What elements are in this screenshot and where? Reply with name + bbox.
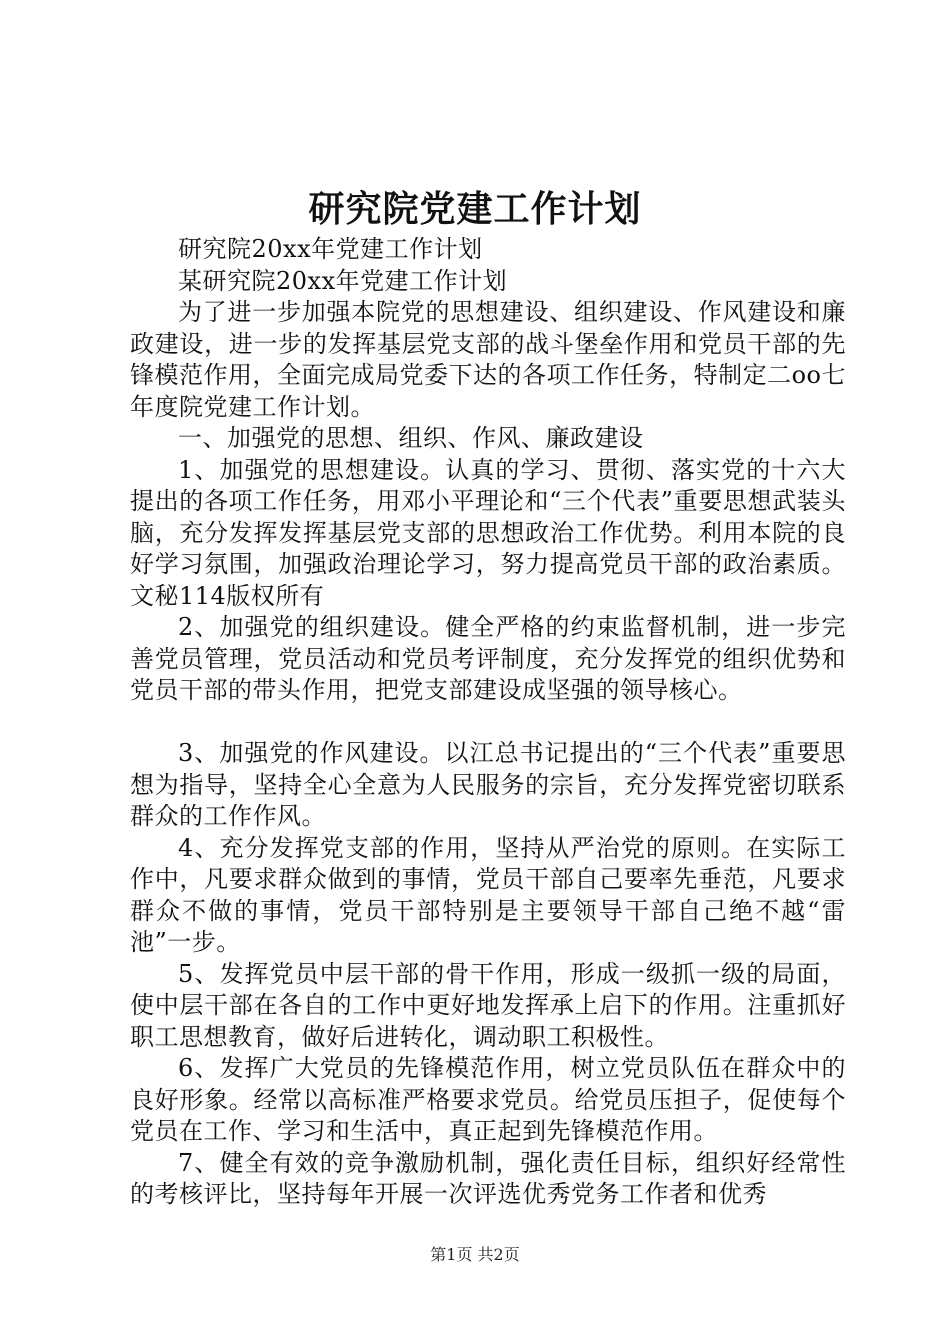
paragraph: 6、发挥广大党员的先锋模范作用，树立党员队伍在群众中的良好形象。经常以高标准严格要求党员。给党员压担子，促使每个党员在工作、学习和生活中，真正起到先锋模范作用。 <box>130 1054 846 1145</box>
paragraph: 研究院20xx年党建工作计划 <box>178 235 483 263</box>
page-number-footer: 第1页 共2页 <box>430 1245 520 1264</box>
paragraph: 5、发挥党员中层干部的骨干作用，形成一级抓一级的局面，使中层干部在各自的工作中更好地发挥承上启下的作用。注重抓好职工思想教育，做好后进转化，调动职工积极性。 <box>130 959 846 1051</box>
paragraph: 为了进一步加强本院党的思想建设、组织建设、作风建设和廉政建设，进一步的发挥基层党支部的战斗堡垒作用和党员干部的先锋模范作用，全面完成局党委下达的各项工作任务，特制定二oo七年度院党建工作计划。 <box>130 298 846 421</box>
paragraph: 1、加强党的思想建设。认真的学习、贯彻、落实党的十六大提出的各项工作任务，用邓小平理论和“三个代表”重要思想武装头脑，充分发挥发挥基层党支部的思想政治工作优势。利用本院的良好学习氛围，加强政治理论学习，努力提高党员干部的政治素质。文秘114版权所有 <box>130 455 846 610</box>
paragraph: 3、加强党的作风建设。以江总书记提出的“三个代表”重要思想为指导，坚持全心全意为人民服务的宗旨，充分发挥党密切联系群众的工作作风。 <box>130 739 846 830</box>
paragraph: 7、健全有效的竞争激励机制，强化责任目标，组织好经常性的考核评比，坚持每年开展一次评选优秀党务工作者和优秀 <box>130 1148 846 1208</box>
paragraph: 4、充分发挥党支部的作用，坚持从严治党的原则。在实际工作中，凡要求群众做到的事情，党员干部自己要率先垂范，凡要求群众不做的事情，党员干部特别是主要领导干部自己绝不越“雷池”一步。 <box>130 833 846 956</box>
document-title: 研究院党建工作计划 <box>308 188 642 230</box>
document-body <box>130 234 846 1211</box>
paragraph: 2、加强党的组织建设。健全严格的约束监督机制，进一步完善党员管理，党员活动和党员考评制度，充分发挥党的组织优势和党员干部的带头作用，把党支部建设成坚强的领导核心。 <box>130 613 846 704</box>
paragraph: 某研究院20xx年党建工作计划 <box>178 266 508 295</box>
section-heading: 一、加强党的思想、组织、作风、廉政建设 <box>178 424 644 452</box>
